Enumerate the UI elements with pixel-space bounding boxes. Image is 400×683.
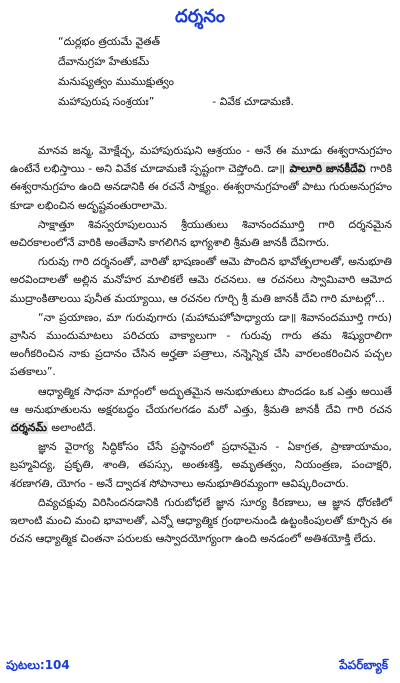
- paragraph-text: అలాంటిదే.: [47, 421, 97, 435]
- paragraph: దివ్యచక్షువు విరిసిందనడానికి గురుబోధలే జ్ఞాన సూర్య కిరణాలు, ఆ జ్ఞాన ధోరణిలో ఇలాంటి మంచి మంచి భావాలతో, ఎన్నో ఆధ్యాత్మిక గ్రంథాలనుండి ఉట్టంకింపులతో కూర్చిన ఈ రచన ఆధ్యాత్మిక చింతనా పరులకు ఆస్వాదయోగ్యంగా ఉంది అనడంలో అతిశయోక్తి లేదు.: [10, 495, 392, 546]
- verse-line: “దుర్లభం త్రయమే వైతత్: [58, 35, 160, 48]
- paragraph: సాక్షాత్తూ శివస్వరూపులయిన శ్రీయుతులు శివానందమూర్తి గారి దర్శనమైన అచిరకాలంలోనే వారికి అంతేవాసి కాగలిగిన భాగ్యశాలి శ్రీమతి జానకీ దేవిగారు.: [10, 217, 392, 250]
- paragraph: [10, 142, 392, 215]
- paragraph-text: మానవ జన్మ, మోక్షేచ్ఛ, మహాపురుషుని ఆశ్రయం - అనే ఈ మూడు ఈశ్వరానుగ్రహం ఉంటేనే లభిస్తాయి - అని వివేక చూడామణి స్పష్టంగా చెప్తోంది. డా॥: [10, 144, 392, 176]
- page-count: పుటలు:104: [6, 658, 70, 672]
- verse-line: దేవానుగ్రహ హేతుకమ్: [58, 55, 150, 68]
- verse-line: [58, 92, 388, 112]
- quote-paragraph: “నా ప్రయాణం, మా గురువుగారు (మహామహోపాధ్యాయ డా॥ శివానందమూర్తి గారు) వ్రాసిన ముందుమాటలు పరిచయ వాక్యాలుగా - గురువు గారు తమ శిష్యురాలిగా అంగీకరించిన నాకు ప్రదానం చేసిన అర్హతా పత్రాలు, నన్నెన్నిక చేసి వారలంకరించిన పచ్చల పతకాలు”.: [10, 310, 392, 379]
- sanskrit-verse: [58, 32, 388, 112]
- book-title-highlight: దర్శనమ్: [11, 421, 47, 435]
- book-meta-footer: [6, 658, 388, 678]
- paragraph-text: గారికి ఈశ్వరానుగ్రహం ఉంది అనడానికి ఈ రచనే సాక్ష్యం. ఈశ్వరానుగ్రహంతో పాటు గురుఅనుగ్రహం కూడా లభించిన అదృష్టవంతురాలామె.: [10, 162, 393, 212]
- paragraph: [10, 383, 392, 438]
- paragraph-text: ఆధ్యాత్మిక సాధనా మార్గంలో అద్భుతమైన అనుభూతులు పొందడం ఒక ఎత్తు అయితే ఆ అనుభూతులను అక్షరబద్ధం చేయగలగడం మరో ఎత్తు, శ్రీమతి జానకీ దేవి గారి రచన: [10, 384, 392, 416]
- paragraph: గురువు గారి దర్శనంతో, వారితో భాషణంతో ఆమె పొందిన భావోత్పలాలతో, అనుభూతి అరవిందాలతో అల్లిన మనోహర మాలికలే ఆమె రచనలు. ఆ రచనలు స్వామివారి ఆమోద ముద్రాంకితాలయి పునీత మయ్యాయి, ఆ రచనల గూర్చి శ్రీ మతి జానకీ దేవి గారి మాటల్లో...: [10, 255, 392, 305]
- author-name-highlight: పాలూరి జానకీదేవి: [289, 162, 366, 176]
- paragraph: జ్ఞాన వైరాగ్య సిద్ధికోసం చేసే ప్రస్థానంలో ప్రధానమైన - ఏకాగ్రత, ప్రాణాయామం, బ్రహ్మవిద్య, ప్రకృతి, శాంతి, తపస్సు, అంతఃశక్తి, అమృతత్వం, నియంత్రణ, పంచాక్షరి, శరణాగతి, యోగం - అనే ద్వాదశ సోపానాలు అనుభూతిరమ్యంగా ఆవిష్కరించారు.: [10, 440, 392, 490]
- verse-attribution: - వివేక చూడామణి.: [212, 95, 294, 108]
- description-body: [10, 142, 392, 549]
- binding-format: పేపర్‌బ్యాక్: [339, 658, 388, 672]
- verse-line: మనుష్యత్వం ముముక్షుత్వం: [58, 75, 174, 88]
- verse-line-text: మహాపురుష సంశ్రయః”: [58, 95, 155, 108]
- page-title: దర్శనం: [175, 6, 225, 27]
